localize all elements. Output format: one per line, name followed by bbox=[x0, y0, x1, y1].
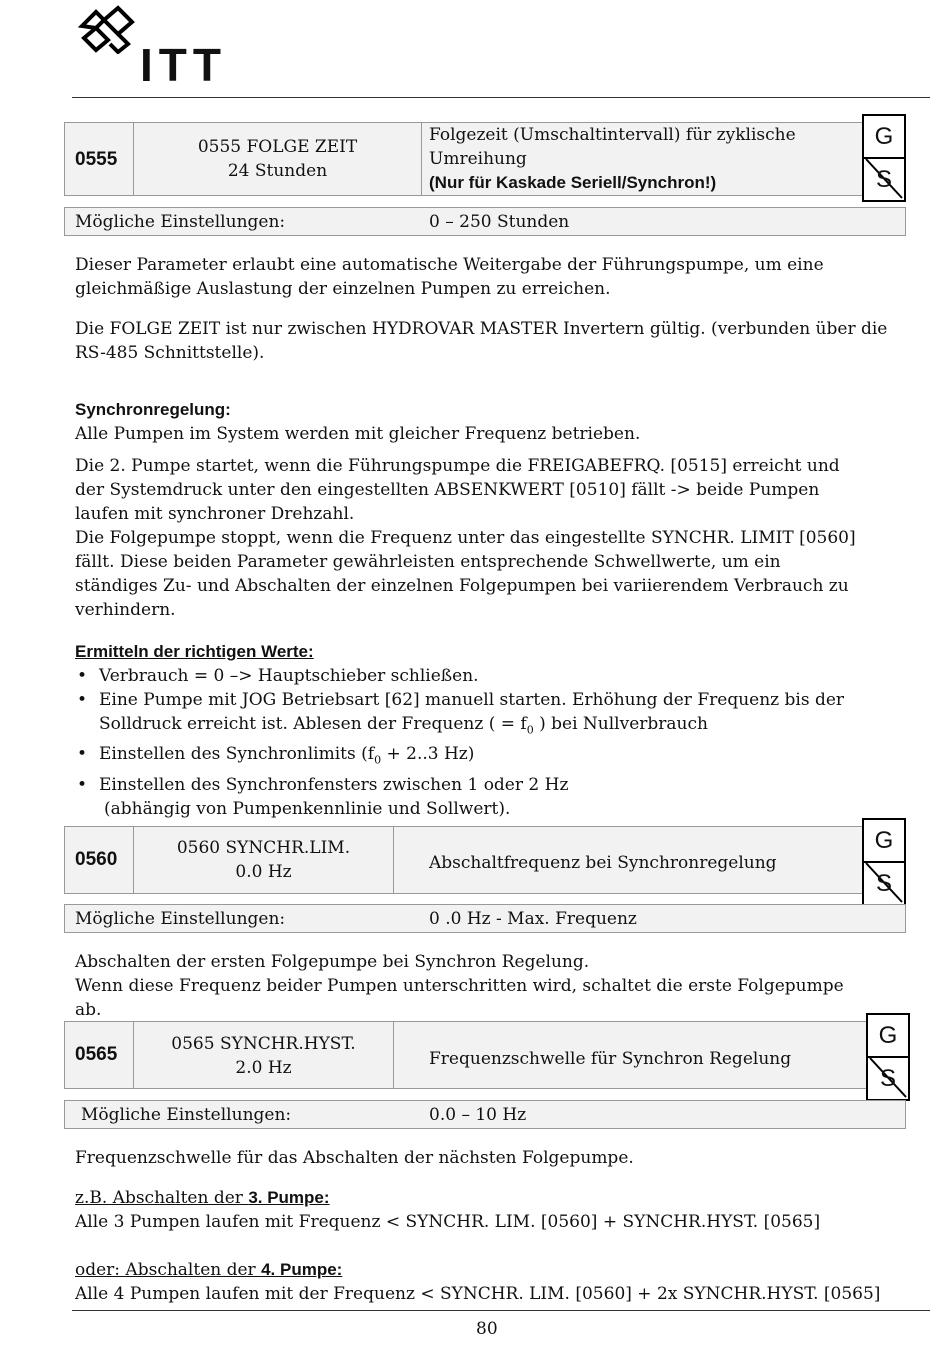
bullet-list bbox=[75, 664, 915, 821]
text-0565 bbox=[75, 1146, 935, 1306]
footer-rule bbox=[72, 1310, 930, 1311]
paragraph-line: fällt. Diese beiden Parameter gewährleisten entsprechende Schwellwerte, um ein bbox=[75, 552, 781, 572]
page-number: 80 bbox=[476, 1319, 498, 1339]
param-value: 24 Stunden bbox=[227, 161, 328, 181]
param-description: Umreihung bbox=[429, 149, 527, 169]
paragraph-line: Die 2. Pumpe startet, wenn die Führungspumpe die FREIGABEFRQ. [0515] erreicht und bbox=[75, 456, 840, 476]
paragraph-line: ab. bbox=[75, 1000, 102, 1020]
list-item: • Eine Pumpe mit JOG Betriebsart [62] manuell starten. Erhöhung der Frequenz bis der Solldruck erreicht ist. Ablesen der Frequenz ( = $f_0$ ) bei Nullverbrauch bbox=[75, 688, 915, 742]
paragraph-line: Wenn diese Frequenz beider Pumpen unterschritten wird, schaltet die erste Folgepumpe bbox=[75, 976, 844, 996]
paragraph-line: Alle 4 Pumpen laufen mit der Frequenz < SYNCHR. LIM. [0560] + 2x SYNCHR.HYST. [0565] bbox=[75, 1284, 881, 1304]
itt-logo bbox=[74, 4, 244, 91]
header-rule bbox=[72, 97, 930, 98]
settings-row-0565 bbox=[64, 1100, 906, 1129]
paragraph-line: Alle Pumpen im System werden mit gleicher Frequenz betrieben. bbox=[75, 424, 641, 444]
settings-value: 0.0 – 10 Hz bbox=[429, 1105, 527, 1125]
gs-badge bbox=[862, 818, 906, 906]
param-id: 0555 bbox=[75, 149, 118, 170]
gs-badge bbox=[862, 114, 906, 202]
param-id: 0565 bbox=[75, 1044, 118, 1065]
gs-badge bbox=[866, 1013, 910, 1101]
param-table-0565 bbox=[64, 1021, 906, 1089]
section-heading: Synchronregelung: bbox=[75, 400, 231, 419]
settings-row-0555 bbox=[64, 207, 906, 236]
paragraph-line: der Systemdruck unter den eingestellten ABSENKWERT [0510] fällt -> beide Pumpen bbox=[75, 480, 820, 500]
param-name: 0560 SYNCHR.LIM. bbox=[176, 838, 351, 858]
s-label: S bbox=[875, 166, 892, 193]
paragraph-line: laufen mit synchroner Drehzahl. bbox=[75, 504, 355, 524]
param-value: 2.0 Hz bbox=[235, 1058, 292, 1078]
settings-value: 0 – 250 Stunden bbox=[429, 212, 570, 232]
param-name: 0565 SYNCHR.HYST. bbox=[171, 1034, 356, 1054]
example-heading: z.B. Abschalten der 3. Pumpe: bbox=[75, 1188, 330, 1208]
settings-label: Mögliche Einstellungen: bbox=[81, 1105, 292, 1125]
paragraph-line: Die FOLGE ZEIT ist nur zwischen HYDROVAR MASTER Invertern gültig. (verbunden über die bbox=[75, 319, 888, 339]
paragraph-line: Dieser Parameter erlaubt eine automatische Weitergabe der Führungspumpe, um eine bbox=[75, 255, 824, 275]
paragraph-line: Frequenzschwelle für das Abschalten der nächsten Folgepumpe. bbox=[75, 1148, 634, 1168]
g-label: G bbox=[864, 820, 904, 863]
list-item: • Einstellen des Synchronfensters zwischen 1 oder 2 Hz (abhängig von Pumpenkennlinie und Sollwert). bbox=[75, 773, 915, 821]
text-0555 bbox=[75, 253, 915, 365]
g-label: G bbox=[868, 1015, 908, 1058]
param-description: Abschaltfrequenz bei Synchronregelung bbox=[429, 853, 777, 873]
param-description-note: (Nur für Kaskade Seriell/Synchron!) bbox=[429, 173, 717, 192]
paragraph-line: ständiges Zu- und Abschalten der einzelnen Folgepumpen bei variierendem Verbrauch zu bbox=[75, 576, 849, 596]
param-name: 0555 FOLGE ZEIT bbox=[197, 137, 358, 157]
settings-label: Mögliche Einstellungen: bbox=[75, 212, 286, 232]
example-heading: oder: Abschalten der 4. Pumpe: bbox=[75, 1260, 343, 1280]
settings-row-0560 bbox=[64, 904, 906, 933]
param-table-0555 bbox=[64, 122, 906, 196]
paragraph-line: RS-485 Schnittstelle). bbox=[75, 343, 265, 363]
paragraph-line: Abschalten der ersten Folgepumpe bei Synchron Regelung. bbox=[75, 952, 590, 972]
list-item: • Verbrauch = 0 –> Hauptschieber schließen. bbox=[75, 664, 915, 688]
paragraph-line: Alle 3 Pumpen laufen mit Frequenz < SYNCHR. LIM. [0560] + SYNCHR.HYST. [0565] bbox=[75, 1212, 821, 1232]
s-label: S bbox=[875, 870, 892, 897]
paragraph-line: gleichmäßige Auslastung der einzelnen Pumpen zu erreichen. bbox=[75, 279, 611, 299]
synchron-section bbox=[75, 398, 915, 622]
ermitteln-section bbox=[75, 640, 915, 821]
text-0560 bbox=[75, 950, 915, 1022]
paragraph-line: verhindern. bbox=[75, 600, 176, 620]
itt-logo-mark-icon bbox=[74, 4, 144, 54]
settings-label: Mögliche Einstellungen: bbox=[75, 909, 286, 929]
param-table-0560 bbox=[64, 826, 906, 894]
s-label: S bbox=[879, 1065, 896, 1092]
g-label: G bbox=[864, 116, 904, 159]
logo-text: ITT bbox=[140, 39, 227, 91]
param-value: 0.0 Hz bbox=[235, 862, 292, 882]
param-description: Folgezeit (Umschaltintervall) für zyklische bbox=[429, 125, 796, 145]
paragraph-line: Die Folgepumpe stoppt, wenn die Frequenz unter das eingestellte SYNCHR. LIMIT [0560] bbox=[75, 528, 856, 548]
settings-value: 0 .0 Hz - Max. Frequenz bbox=[429, 909, 637, 929]
section-heading: Ermitteln der richtigen Werte: bbox=[75, 642, 314, 661]
list-item: • Einstellen des Synchronlimits ($f_0 + 2..3$ Hz) bbox=[75, 742, 915, 772]
param-description: Frequenzschwelle für Synchron Regelung bbox=[429, 1049, 792, 1069]
param-id: 0560 bbox=[75, 849, 118, 870]
